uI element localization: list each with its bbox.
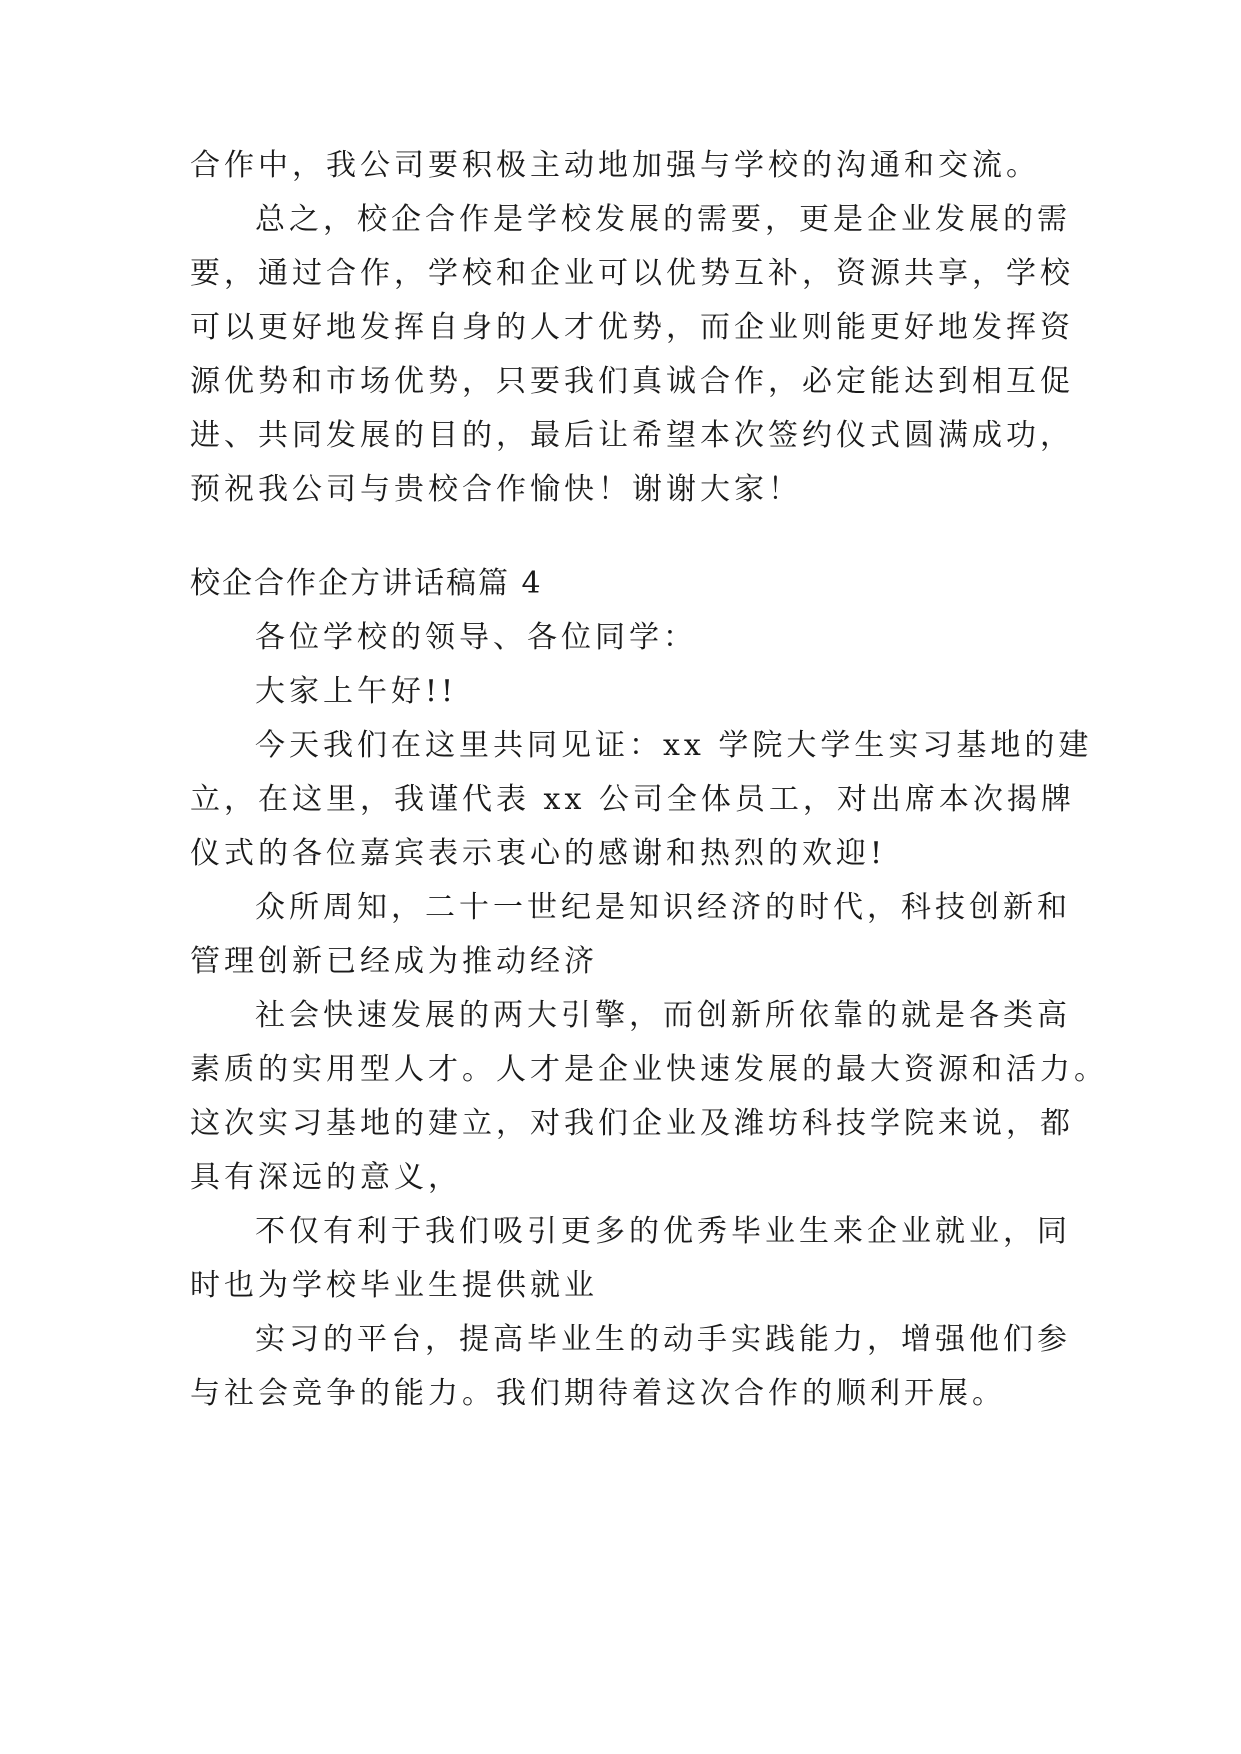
paragraph-line: 具有深远的意义， <box>190 1160 462 1195</box>
paragraph-line: 社会快速发展的两大引擎，而创新所依靠的就是各类高 <box>255 998 1071 1033</box>
paragraph-line: 管理创新已经成为推动经济 <box>190 944 598 979</box>
paragraph-line: 各位学校的领导、各位同学： <box>255 620 697 655</box>
paragraph-line: 合作中，我公司要积极主动地加强与学校的沟通和交流。 <box>190 148 1040 183</box>
paragraph-line: 可以更好地发挥自身的人才优势，而企业则能更好地发挥资 <box>190 310 1074 345</box>
paragraph-line: 总之，校企合作是学校发展的需要，更是企业发展的需 <box>255 202 1071 237</box>
paragraph-line: 与社会竞争的能力。我们期待着这次合作的顺利开展。 <box>190 1376 1006 1411</box>
paragraph-line: 立，在这里，我谨代表 xx 公司全体员工，对出席本次揭牌 <box>190 782 1075 817</box>
paragraph-line: 预祝我公司与贵校合作愉快！谢谢大家！ <box>190 472 802 507</box>
paragraph-line: 进、共同发展的目的，最后让希望本次签约仪式圆满成功， <box>190 418 1074 453</box>
paragraph-line: 实习的平台，提高毕业生的动手实践能力，增强他们参 <box>255 1322 1071 1357</box>
paragraph-line: 要，通过合作，学校和企业可以优势互补，资源共享，学校 <box>190 256 1074 291</box>
paragraph-line: 时也为学校毕业生提供就业 <box>190 1268 598 1303</box>
paragraph-line: 大家上午好!! <box>255 674 458 709</box>
paragraph-line: 不仅有利于我们吸引更多的优秀毕业生来企业就业，同 <box>255 1214 1071 1249</box>
paragraph-line: 源优势和市场优势，只要我们真诚合作，必定能达到相互促 <box>190 364 1074 399</box>
paragraph-line: 这次实习基地的建立，对我们企业及潍坊科技学院来说，都 <box>190 1106 1074 1141</box>
paragraph-line: 仪式的各位嘉宾表示衷心的感谢和热烈的欢迎! <box>190 836 887 871</box>
paragraph-line: 众所周知，二十一世纪是知识经济的时代，科技创新和 <box>255 890 1071 925</box>
paragraph-line: 今天我们在这里共同见证：xx 学院大学生实习基地的建 <box>255 728 1093 763</box>
paragraph-line: 素质的实用型人才。人才是企业快速发展的最大资源和活力。 <box>190 1052 1108 1087</box>
section-title: 校企合作企方讲话稿篇 4 <box>190 566 543 601</box>
